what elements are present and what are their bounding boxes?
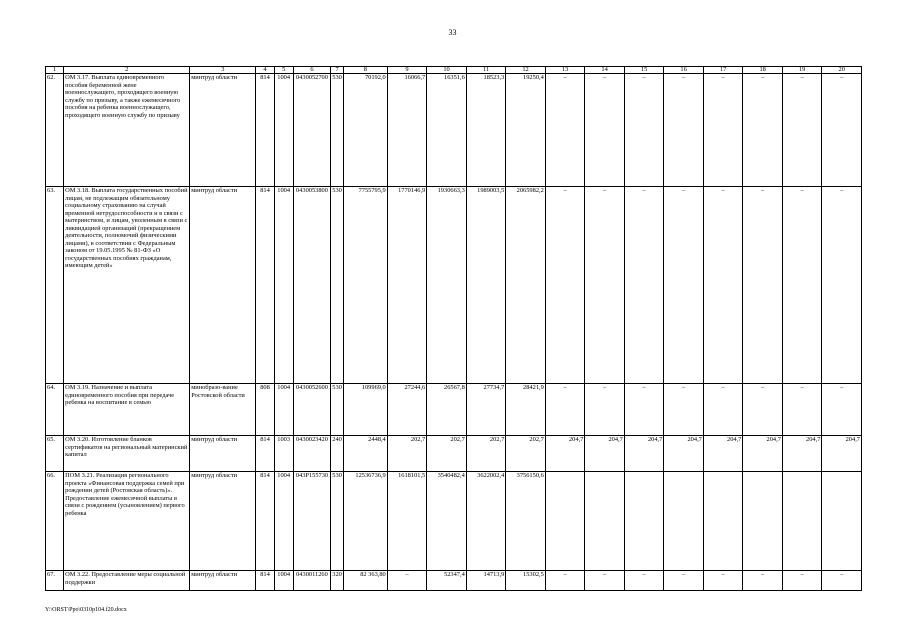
row-number: 67. [46,571,64,591]
code-grbs: 814 [256,74,274,187]
year-value: – [624,187,664,384]
code-expense-type: 530 [331,472,344,571]
year-value: – [703,384,743,436]
column-header: 16 [664,67,704,74]
row-number: 66. [46,472,64,571]
year-value: 27734,7 [466,384,506,436]
executor: минтруд области [190,571,256,591]
measure-name: ОМ 3.22. Предоставление меры социальной поддержки [64,571,190,591]
year-value: 204,7 [822,436,862,472]
executor: минтруд области [190,74,256,187]
code-section: 1004 [274,74,293,187]
measure-name: ОМ 3.18. Выплата государственных пособий лицам, не подлежащим обязательному социальному страхованию на случай временной нетрудоспособности и в связи с материнством, и лицам, уволенным в связи с ликвидацией организаций (прекращением деятельности, полномочий физическими лицами), в соответствии с Федеральным законом от 19.05.1995 № 81-ФЗ «О государственных пособиях гражданам, имеющим детей» [64,187,190,384]
total-amount: 12536736,9 [343,472,387,571]
year-value: – [545,187,585,384]
year-value: – [743,74,783,187]
code-target: 0430053800 [293,187,330,384]
year-value: – [664,74,704,187]
year-value: – [822,571,862,591]
year-value: – [387,571,427,591]
year-value: 204,7 [782,436,822,472]
year-value: 1770146,9 [387,187,427,384]
year-value [703,472,743,571]
year-value: – [585,571,625,591]
code-grbs: 814 [256,187,274,384]
year-value: 204,7 [664,436,704,472]
column-header: 14 [585,67,625,74]
code-target: 0430052700 [293,74,330,187]
year-value: 204,7 [743,436,783,472]
year-value: – [782,74,822,187]
year-value: – [585,74,625,187]
column-header: 7 [331,67,344,74]
measure-name: ОМ 3.17. Выплата единовременного пособия беременной жене военнослужащего, проходящего военную службу по призыву, а также ежемесячного пособия на ребенка военнослужащего, проходящего военную службу по призыву [64,74,190,187]
code-grbs: 814 [256,436,274,472]
total-amount: 2448,4 [343,436,387,472]
year-value: 202,7 [466,436,506,472]
year-value: – [703,571,743,591]
code-expense-type: 530 [331,187,344,384]
year-value: – [782,571,822,591]
year-value: – [822,187,862,384]
year-value: – [585,384,625,436]
budget-table [45,66,862,591]
year-value: – [545,74,585,187]
year-value: – [782,187,822,384]
executor: минтруд области [190,436,256,472]
row-number: 63. [46,187,64,384]
measure-name: ПОМ 3.21. Реализация регионального проекта «Финансовая поддержка семей при рождении детей (Ростовская область)». Предоставление ежемесячной выплаты в связи с рождением (усыновлением) первого ребенка [64,472,190,571]
code-section: 1004 [274,187,293,384]
year-value: – [585,187,625,384]
table-row [46,571,862,591]
column-header: 11 [466,67,506,74]
column-header: 1 [46,67,64,74]
column-header: 5 [274,67,293,74]
year-value: 14713,9 [466,571,506,591]
year-value: – [624,571,664,591]
year-value: 1930663,3 [427,187,467,384]
code-expense-type: 320 [331,571,344,591]
column-header: 9 [387,67,427,74]
measure-name: ОМ 3.20. Изготовление бланков сертификатов на региональный материнский капитал [64,436,190,472]
year-value: 2065982,2 [506,187,546,384]
year-value: 3756150,6 [506,472,546,571]
year-value: 26567,8 [427,384,467,436]
column-header: 8 [343,67,387,74]
table-row [46,384,862,436]
code-expense-type: 530 [331,74,344,187]
column-header: 6 [293,67,330,74]
row-number: 64. [46,384,64,436]
year-value: 18523,3 [466,74,506,187]
year-value: – [822,74,862,187]
code-expense-type: 240 [331,436,344,472]
year-value: 28421,9 [506,384,546,436]
year-value: – [664,384,704,436]
year-value: 204,7 [545,436,585,472]
year-value: – [545,384,585,436]
executor: минобразо-вание Ростовской области [190,384,256,436]
code-section: 1003 [274,436,293,472]
page-number: 33 [448,28,457,37]
column-header: 12 [506,67,546,74]
year-value: 27244,6 [387,384,427,436]
year-value: – [624,74,664,187]
row-number: 65. [46,436,64,472]
year-value: – [545,571,585,591]
code-target: 0430023420 [293,436,330,472]
column-header: 19 [782,67,822,74]
column-header: 13 [545,67,585,74]
year-value [545,472,585,571]
column-header: 3 [190,67,256,74]
total-amount: 109969,0 [343,384,387,436]
code-section: 1004 [274,384,293,436]
year-value: 202,7 [427,436,467,472]
total-amount: 70192,0 [343,74,387,187]
year-value: – [664,571,704,591]
year-value: 16066,7 [387,74,427,187]
code-target: 043P155730 [293,472,330,571]
column-header: 15 [624,67,664,74]
table-row [46,436,862,472]
year-value: 202,7 [387,436,427,472]
year-value: 1989003,5 [466,187,506,384]
year-value [624,472,664,571]
table-row [46,472,862,571]
executor: минтруд области [190,472,256,571]
measure-name: ОМ 3.19. Назначение и выплата единовременного пособия при передаче ребенка на воспитание в семью [64,384,190,436]
year-value: 204,7 [585,436,625,472]
year-value: 15302,5 [506,571,546,591]
column-header: 10 [427,67,467,74]
year-value: – [743,384,783,436]
year-value: – [822,384,862,436]
year-value: – [782,384,822,436]
year-value: 1618101,5 [387,472,427,571]
code-section: 1004 [274,472,293,571]
code-target: 0430011260 [293,571,330,591]
year-value: – [624,384,664,436]
year-value: – [743,187,783,384]
executor: минтруд области [190,187,256,384]
year-value [664,472,704,571]
year-value [782,472,822,571]
year-value: 19250,4 [506,74,546,187]
year-value: 3540482,4 [427,472,467,571]
row-number: 62. [46,74,64,187]
year-value: 204,7 [624,436,664,472]
year-value: – [664,187,704,384]
year-value: 204,7 [703,436,743,472]
footer-file-path: Y:\ORST\Ppo\0310p104.f20.docx [45,607,127,613]
header-row [46,67,862,74]
table-row [46,187,862,384]
table-row [46,74,862,187]
code-grbs: 814 [256,571,274,591]
column-header: 17 [703,67,743,74]
code-grbs: 808 [256,384,274,436]
code-target: 0430052600 [293,384,330,436]
column-header: 2 [64,67,190,74]
year-value: 3622002,4 [466,472,506,571]
year-value: – [743,571,783,591]
year-value [822,472,862,571]
column-header: 18 [743,67,783,74]
code-grbs: 814 [256,472,274,571]
code-expense-type: 530 [331,384,344,436]
total-amount: 7755795,9 [343,187,387,384]
column-header: 4 [256,67,274,74]
year-value: – [703,74,743,187]
code-section: 1004 [274,571,293,591]
year-value: 52347,4 [427,571,467,591]
year-value [585,472,625,571]
year-value: 16351,6 [427,74,467,187]
column-header: 20 [822,67,862,74]
year-value: 202,7 [506,436,546,472]
year-value: – [703,187,743,384]
year-value [743,472,783,571]
total-amount: 82 363,80 [343,571,387,591]
